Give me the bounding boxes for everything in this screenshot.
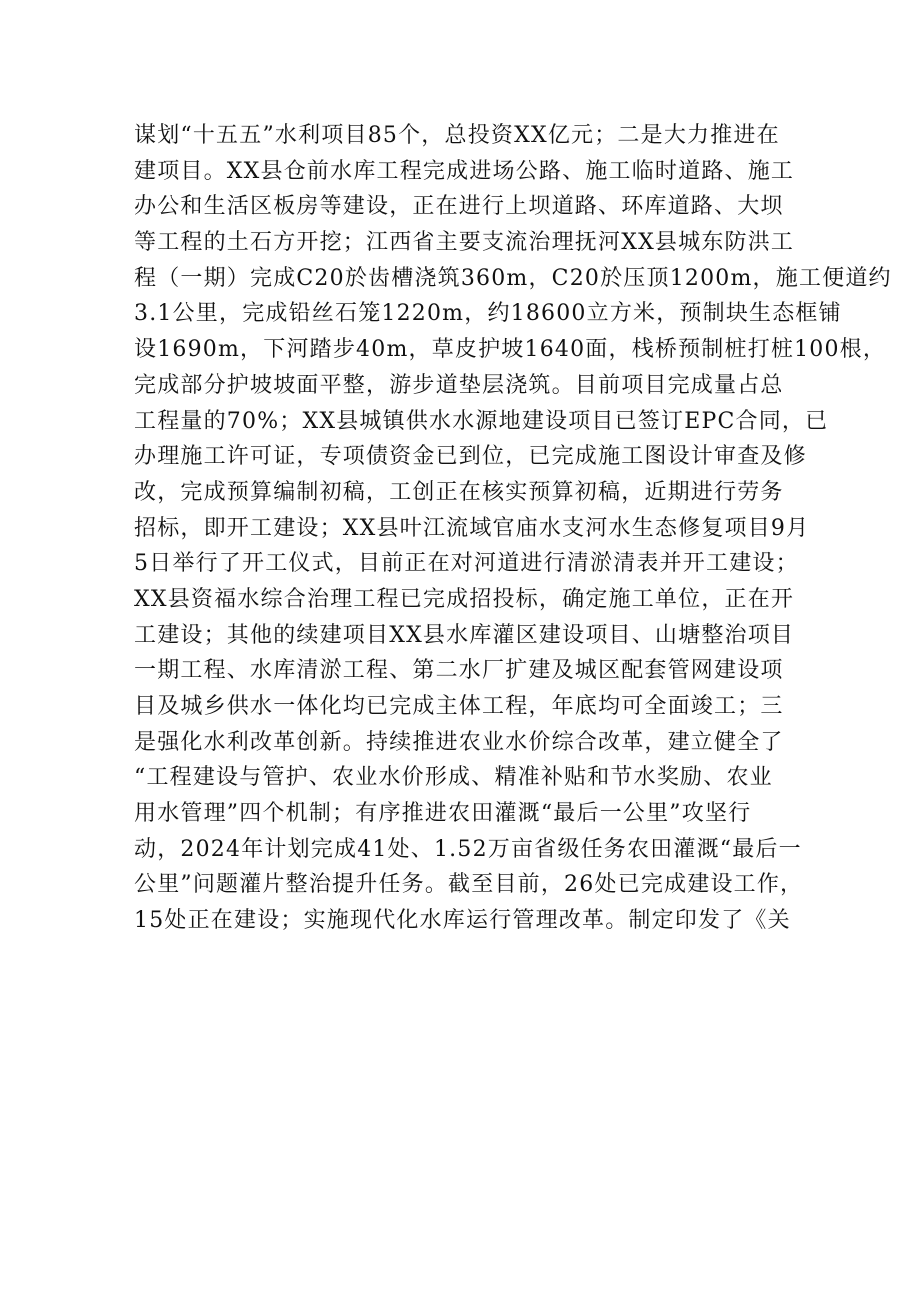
text-line: 工建设；其他的续建项目XX县水库灌区建设项目、山塘整治项目 — [134, 622, 795, 648]
text-line: 谋划“十五五”水利项目85个，总投资XX亿元；二是大力推进在 — [134, 123, 780, 148]
text-line: 目及城乡供水一体化均已完成主体工程，年底均可全面竣工；三 — [134, 694, 784, 719]
text-line: 工程量的70%；XX县城镇供水水源地建设项目已签订EPC合同，已 — [134, 408, 829, 434]
text-line: 公里”问题灌片整治提升任务。截至目前，26处已完成建设工作， — [134, 872, 804, 898]
body-text — [134, 118, 892, 939]
text-line: 15处正在建设；实施现代化水库运行管理改革。制定印发了《关 — [134, 908, 791, 934]
text-line: 完成部分护坡坡面平整，游步道垫层浇筑。目前项目完成量占总 — [134, 372, 784, 398]
text-line: 3.1公里，完成铅丝石笼1220m，约18600立方米，预制块生态框铺 — [134, 301, 842, 327]
text-line: 动，2024年计划完成41处、1.52万亩省级任务农田灌溉“最后一 — [134, 836, 802, 862]
text-line: 招标，即开工建设；XX县叶江流域官庙水支河水生态修复项目9月 — [134, 515, 810, 541]
text-line: 办公和生活区板房等建设，正在进行上坝道路、环库道路、大坝 — [134, 194, 784, 220]
text-line: 建项目。XX县仓前水库工程完成进场公路、施工临时道路、施工 — [134, 158, 795, 184]
text-line: 程（一期）完成C20於齿槽浇筑360m，C20於压顶1200m，施工便道约 — [134, 265, 892, 291]
text-line: 一期工程、水库清淤工程、第二水厂扩建及城区配套管网建设项 — [134, 658, 784, 684]
text-line: 是强化水利改革创新。持续推进农业水价综合改革，建立健全了 — [134, 729, 784, 755]
text-line: “工程建设与管护、农业水价形成、精准补贴和节水奖励、农业 — [134, 765, 773, 791]
text-line: 等工程的土石方开挖；江西省主要支流治理抚河XX县城东防洪工 — [134, 230, 795, 256]
text-line: 设1690m，下河踏步40m，草皮护坡1640面，栈桥预制桩打桩100根， — [134, 337, 887, 363]
text-line: 办理施工许可证，专项债资金已到位，已完成施工图设计审查及修 — [134, 444, 807, 470]
text-line: XX县资福水综合治理工程已完成招投标，确定施工单位，正在开 — [134, 586, 795, 612]
text-line: 用水管理”四个机制；有序推进农田灌溉“最后一公里”攻坚行 — [134, 801, 752, 827]
text-line: 改，完成预算编制初稿，工创正在核实预算初稿，近期进行劳务 — [134, 479, 784, 505]
text-line: 5日举行了开工仪式，目前正在对河道进行清淤清表并开工建设； — [134, 551, 799, 577]
